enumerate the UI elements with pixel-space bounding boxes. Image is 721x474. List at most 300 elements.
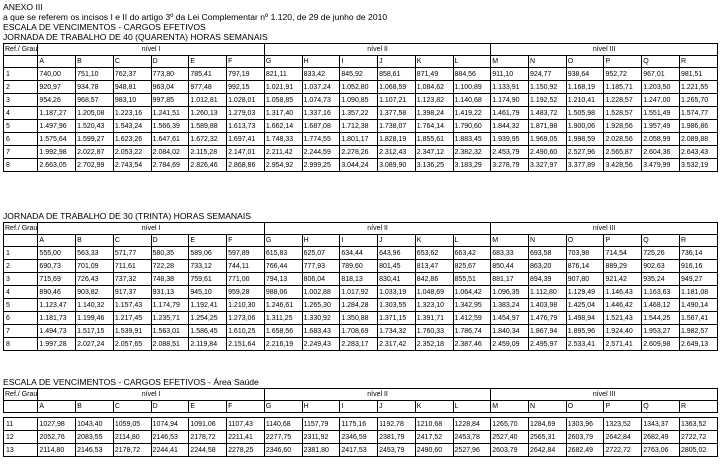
value-cell: 1.205,08 bbox=[76, 107, 114, 120]
value-cell: 1.107,21 bbox=[378, 94, 416, 107]
value-cell: 1074,94 bbox=[151, 418, 189, 431]
value-cell: 2.347,12 bbox=[415, 146, 453, 159]
value-cell: 2.533,41 bbox=[566, 338, 604, 351]
value-cell: 1.764,14 bbox=[415, 120, 453, 133]
value-cell: 1.520,43 bbox=[76, 120, 114, 133]
grade-header: D bbox=[151, 401, 189, 413]
value-cell: 1.185,71 bbox=[604, 81, 642, 94]
value-cell: 902,63 bbox=[642, 260, 680, 273]
value-cell: 881,17 bbox=[491, 273, 529, 286]
value-cell: 1.221,55 bbox=[679, 81, 717, 94]
value-cell: 1140,68 bbox=[264, 418, 302, 431]
value-cell: 1.100,89 bbox=[453, 81, 491, 94]
value-cell: 2244,58 bbox=[189, 444, 227, 457]
value-cell: 1157,79 bbox=[302, 418, 340, 431]
value-cell: 1.074,73 bbox=[302, 94, 340, 107]
value-cell: 890,46 bbox=[38, 286, 76, 299]
value-cell: 1.461,79 bbox=[491, 107, 529, 120]
ref-cell: 8 bbox=[4, 159, 38, 172]
value-cell: 683,33 bbox=[491, 247, 529, 260]
value-cell: 988,06 bbox=[264, 286, 302, 299]
value-cell: 916,16 bbox=[679, 260, 717, 273]
value-cell: 703,98 bbox=[566, 247, 604, 260]
value-cell: 2.643,43 bbox=[679, 146, 717, 159]
value-cell: 1.662,14 bbox=[264, 120, 302, 133]
value-cell: 759,61 bbox=[189, 273, 227, 286]
value-cell: 1.883,45 bbox=[453, 133, 491, 146]
grade-header: A bbox=[38, 56, 76, 68]
value-cell: 1175,16 bbox=[340, 418, 378, 431]
value-cell: 2642,84 bbox=[529, 444, 567, 457]
value-cell: 2.784,69 bbox=[151, 159, 189, 172]
grade-header: G bbox=[264, 401, 302, 413]
value-cell: 1.623,26 bbox=[113, 133, 151, 146]
value-cell: 751,10 bbox=[76, 68, 114, 81]
value-cell: 2.278,26 bbox=[340, 146, 378, 159]
value-cell: 1.403,98 bbox=[529, 299, 567, 312]
value-cell: 858,61 bbox=[378, 68, 416, 81]
value-cell: 1323,52 bbox=[604, 418, 642, 431]
value-cell: 2603,79 bbox=[491, 444, 529, 457]
grade-header: G bbox=[264, 235, 302, 247]
value-cell: 663,42 bbox=[453, 247, 491, 260]
value-cell: 3.183,29 bbox=[453, 159, 491, 172]
value-cell: 1.140,68 bbox=[453, 94, 491, 107]
section-30h-title: JORNADA DE TRABALHO DE 30 (TRINTA) HORAS SEMANAIS bbox=[3, 211, 251, 221]
value-cell: 1303,96 bbox=[566, 418, 604, 431]
value-cell: 1.939,95 bbox=[491, 133, 529, 146]
value-cell: 2.312,43 bbox=[378, 146, 416, 159]
value-cell: 1284,69 bbox=[529, 418, 567, 431]
value-cell: 1.412,59 bbox=[453, 312, 491, 325]
value-cell: 1.398,24 bbox=[415, 107, 453, 120]
value-cell: 821,11 bbox=[264, 68, 302, 81]
value-cell: 1.192,41 bbox=[189, 299, 227, 312]
ref-cell: 5 bbox=[4, 120, 38, 133]
grade-header: C bbox=[113, 235, 151, 247]
grade-header: E bbox=[189, 56, 227, 68]
value-cell: 1.953,27 bbox=[642, 325, 680, 338]
grade-header: I bbox=[340, 235, 378, 247]
value-cell: 1.391,71 bbox=[415, 312, 453, 325]
value-cell: 748,38 bbox=[151, 273, 189, 286]
value-cell: 771,00 bbox=[227, 273, 265, 286]
value-cell: 3.278,79 bbox=[491, 159, 529, 172]
table-row bbox=[4, 159, 718, 172]
value-cell: 1.033,19 bbox=[378, 286, 416, 299]
value-cell: 1.048,69 bbox=[415, 286, 453, 299]
value-cell: 977,48 bbox=[189, 81, 227, 94]
value-cell: 1363,52 bbox=[679, 418, 717, 431]
grade-header: R bbox=[679, 235, 717, 247]
ref-cell: 12 bbox=[4, 431, 38, 444]
nivel-1-header: nível I bbox=[38, 44, 264, 56]
value-cell: 634,44 bbox=[340, 247, 378, 260]
value-cell: 711,61 bbox=[113, 260, 151, 273]
value-cell: 1091,06 bbox=[189, 418, 227, 431]
ref-cell: 1 bbox=[4, 247, 38, 260]
value-cell: 580,35 bbox=[151, 247, 189, 260]
value-cell: 2.022,87 bbox=[76, 146, 114, 159]
value-cell: 1.969,05 bbox=[529, 133, 567, 146]
table-row bbox=[4, 418, 718, 431]
ref-cell: 6 bbox=[4, 312, 38, 325]
grade-header: L bbox=[453, 56, 491, 68]
value-cell: 1.330,92 bbox=[302, 312, 340, 325]
value-cell: 924,77 bbox=[529, 68, 567, 81]
value-cell: 1.317,40 bbox=[264, 107, 302, 120]
value-cell: 2.702,99 bbox=[76, 159, 114, 172]
value-cell: 1.223,16 bbox=[113, 107, 151, 120]
value-cell: 733,12 bbox=[189, 260, 227, 273]
value-cell: 1.844,32 bbox=[491, 120, 529, 133]
value-cell: 1.210,41 bbox=[566, 94, 604, 107]
value-cell: 2114,80 bbox=[38, 444, 76, 457]
value-cell: 1.786,74 bbox=[453, 325, 491, 338]
value-cell: 1.064,42 bbox=[453, 286, 491, 299]
value-cell: 1.551,49 bbox=[642, 107, 680, 120]
table-row bbox=[4, 68, 718, 81]
grade-header: M bbox=[491, 56, 529, 68]
grade-header: K bbox=[415, 401, 453, 413]
value-cell: 1.157,43 bbox=[113, 299, 151, 312]
value-cell: 1.563,01 bbox=[151, 325, 189, 338]
value-cell: 1.760,33 bbox=[415, 325, 453, 338]
value-cell: 2346,59 bbox=[340, 431, 378, 444]
value-cell: 1.377,58 bbox=[378, 107, 416, 120]
value-cell: 1.539,91 bbox=[113, 325, 151, 338]
value-cell: 2527,40 bbox=[491, 431, 529, 444]
value-cell: 917,37 bbox=[113, 286, 151, 299]
value-cell: 1.997,28 bbox=[38, 338, 76, 351]
value-cell: 1043,40 bbox=[76, 418, 114, 431]
value-cell: 2.649,13 bbox=[679, 338, 717, 351]
value-cell: 981,51 bbox=[679, 68, 717, 81]
value-cell: 907,80 bbox=[566, 273, 604, 286]
grade-header: A bbox=[38, 401, 76, 413]
value-cell: 3.089,90 bbox=[378, 159, 416, 172]
grade-header: K bbox=[415, 56, 453, 68]
value-cell: 2.609,98 bbox=[642, 338, 680, 351]
value-cell: 597,89 bbox=[227, 247, 265, 260]
value-cell: 615,83 bbox=[264, 247, 302, 260]
value-cell: 954,26 bbox=[38, 94, 76, 107]
value-cell: 894,39 bbox=[529, 273, 567, 286]
value-cell: 1.544,25 bbox=[642, 312, 680, 325]
value-cell: 931,13 bbox=[151, 286, 189, 299]
table-row bbox=[4, 273, 718, 286]
value-cell: 722,28 bbox=[151, 260, 189, 273]
grade-header: M bbox=[491, 235, 529, 247]
value-cell: 1.260,13 bbox=[189, 107, 227, 120]
value-cell: 948,81 bbox=[113, 81, 151, 94]
table-row bbox=[4, 146, 718, 159]
ref-grau-empty bbox=[4, 235, 38, 247]
value-cell: 1.247,00 bbox=[642, 94, 680, 107]
value-cell: 1.254,25 bbox=[189, 312, 227, 325]
table-30-hours bbox=[3, 222, 718, 351]
ref-grau-empty bbox=[4, 56, 38, 68]
annex-title: ANEXO III bbox=[3, 2, 43, 12]
ref-cell: 3 bbox=[4, 94, 38, 107]
value-cell: 833,42 bbox=[302, 68, 340, 81]
value-cell: 1265,70 bbox=[491, 418, 529, 431]
value-cell: 2178,72 bbox=[113, 444, 151, 457]
value-cell: 1.090,85 bbox=[340, 94, 378, 107]
grade-header: H bbox=[302, 56, 340, 68]
value-cell: 2083,55 bbox=[76, 431, 114, 444]
value-cell: 855,51 bbox=[453, 273, 491, 286]
table-row bbox=[4, 444, 718, 457]
value-cell: 2146,53 bbox=[76, 444, 114, 457]
value-cell: 1.279,03 bbox=[227, 107, 265, 120]
nivel-2-header: nível II bbox=[264, 44, 490, 56]
grade-header: Q bbox=[642, 235, 680, 247]
grade-header: R bbox=[679, 56, 717, 68]
value-cell: 1.168,19 bbox=[566, 81, 604, 94]
value-cell: 1.350,88 bbox=[340, 312, 378, 325]
value-cell: 2.211,42 bbox=[264, 146, 302, 159]
grade-header: J bbox=[378, 235, 416, 247]
table-row bbox=[4, 299, 718, 312]
value-cell: 1.311,25 bbox=[264, 312, 302, 325]
value-cell: 830,41 bbox=[378, 273, 416, 286]
value-cell: 2.663,05 bbox=[38, 159, 76, 172]
value-cell: 889,29 bbox=[604, 260, 642, 273]
value-cell: 1.566,39 bbox=[151, 120, 189, 133]
value-cell: 1.037,24 bbox=[302, 81, 340, 94]
value-cell: 2.089,88 bbox=[679, 133, 717, 146]
value-cell: 1.199,46 bbox=[76, 312, 114, 325]
value-cell: 1.017,92 bbox=[340, 286, 378, 299]
value-cell: 1.697,41 bbox=[227, 133, 265, 146]
value-cell: 813,47 bbox=[415, 260, 453, 273]
value-cell: 2763,06 bbox=[642, 444, 680, 457]
value-cell: 2453,78 bbox=[453, 431, 491, 444]
value-cell: 2.490,60 bbox=[529, 146, 567, 159]
value-cell: 1.265,70 bbox=[679, 94, 717, 107]
value-cell: 1.129,49 bbox=[566, 286, 604, 299]
value-cell: 3.136,25 bbox=[415, 159, 453, 172]
value-cell: 773,80 bbox=[151, 68, 189, 81]
scale-title: ESCALA DE VENCIMENTOS - CARGOS EFETIVOS bbox=[3, 22, 206, 32]
value-cell: 2453,79 bbox=[378, 444, 416, 457]
value-cell: 1.476,79 bbox=[529, 312, 567, 325]
value-cell: 3.479,99 bbox=[642, 159, 680, 172]
value-cell: 1.342,95 bbox=[453, 299, 491, 312]
value-cell: 2527,96 bbox=[453, 444, 491, 457]
value-cell: 2682,49 bbox=[566, 444, 604, 457]
value-cell: 1.228,57 bbox=[604, 94, 642, 107]
value-cell: 1107,43 bbox=[227, 418, 265, 431]
grade-header: B bbox=[76, 235, 114, 247]
value-cell: 2.387,46 bbox=[453, 338, 491, 351]
value-cell: 1.002,88 bbox=[302, 286, 340, 299]
value-cell: 1.586,45 bbox=[189, 325, 227, 338]
grade-header: Q bbox=[642, 401, 680, 413]
grade-header: B bbox=[76, 401, 114, 413]
value-cell: 825,67 bbox=[453, 260, 491, 273]
value-cell: 2.571,41 bbox=[604, 338, 642, 351]
value-cell: 2682,49 bbox=[642, 431, 680, 444]
value-cell: 1.140,32 bbox=[76, 299, 114, 312]
value-cell: 1.273,06 bbox=[227, 312, 265, 325]
value-cell: 1.490,14 bbox=[679, 299, 717, 312]
value-cell: 1.998,59 bbox=[566, 133, 604, 146]
value-cell: 2.027,24 bbox=[76, 338, 114, 351]
value-cell: 736,14 bbox=[679, 247, 717, 260]
value-cell: 1.738,07 bbox=[378, 120, 416, 133]
value-cell: 2.216,19 bbox=[264, 338, 302, 351]
value-cell: 2211,41 bbox=[227, 431, 265, 444]
value-cell: 1.217,45 bbox=[113, 312, 151, 325]
value-cell: 2.453,79 bbox=[491, 146, 529, 159]
value-cell: 1.146,43 bbox=[604, 286, 642, 299]
value-cell: 1.483,72 bbox=[529, 107, 567, 120]
grade-header: C bbox=[113, 56, 151, 68]
value-cell: 967,01 bbox=[642, 68, 680, 81]
grade-header: O bbox=[566, 235, 604, 247]
value-cell: 2417,52 bbox=[415, 431, 453, 444]
value-cell: 1.174,79 bbox=[151, 299, 189, 312]
grade-header: D bbox=[151, 235, 189, 247]
value-cell: 911,10 bbox=[491, 68, 529, 81]
grade-header: G bbox=[264, 56, 302, 68]
value-cell: 2.151,64 bbox=[227, 338, 265, 351]
grade-header: N bbox=[529, 401, 567, 413]
value-cell: 2.028,56 bbox=[604, 133, 642, 146]
value-cell: 1.498,94 bbox=[566, 312, 604, 325]
value-cell: 2.084,02 bbox=[151, 146, 189, 159]
value-cell: 762,37 bbox=[113, 68, 151, 81]
section-saude-title: ESCALA DE VENCIMENTOS - CARGOS EFETIVOS - Área Saúde bbox=[3, 377, 259, 387]
value-cell: 1.613,73 bbox=[227, 120, 265, 133]
value-cell: 1.517,15 bbox=[76, 325, 114, 338]
value-cell: 1.012,81 bbox=[189, 94, 227, 107]
value-cell: 1.924,40 bbox=[604, 325, 642, 338]
value-cell: 1.284,28 bbox=[340, 299, 378, 312]
value-cell: 1.687,08 bbox=[302, 120, 340, 133]
value-cell: 1.068,59 bbox=[378, 81, 416, 94]
value-cell: 1.123,82 bbox=[415, 94, 453, 107]
nivel-1-header: nível I bbox=[38, 223, 264, 235]
value-cell: 1.658,56 bbox=[264, 325, 302, 338]
value-cell: 1.712,38 bbox=[340, 120, 378, 133]
table-40-hours bbox=[3, 43, 718, 172]
value-cell: 934,78 bbox=[76, 81, 114, 94]
value-cell: 968,57 bbox=[76, 94, 114, 107]
value-cell: 2.352,18 bbox=[415, 338, 453, 351]
grade-header: F bbox=[227, 401, 265, 413]
table-row bbox=[4, 94, 718, 107]
value-cell: 2244,41 bbox=[151, 444, 189, 457]
nivel-3-header: nível III bbox=[491, 389, 718, 401]
value-cell: 1.521,43 bbox=[604, 312, 642, 325]
value-cell: 3.044,24 bbox=[340, 159, 378, 172]
grade-header: F bbox=[227, 56, 265, 68]
value-cell: 2.999,25 bbox=[302, 159, 340, 172]
value-cell: 1.246,61 bbox=[264, 299, 302, 312]
value-cell: 1.708,69 bbox=[340, 325, 378, 338]
value-cell: 1.774,55 bbox=[302, 133, 340, 146]
value-cell: 1.871,98 bbox=[529, 120, 567, 133]
value-cell: 789,60 bbox=[340, 260, 378, 273]
value-cell: 1.683,43 bbox=[302, 325, 340, 338]
value-cell: 2.249,43 bbox=[302, 338, 340, 351]
value-cell: 1.790,60 bbox=[453, 120, 491, 133]
section-40h-title: JORNADA DE TRABALHO DE 40 (QUARENTA) HORAS SEMANAIS bbox=[3, 32, 268, 42]
value-cell: 1.187,27 bbox=[38, 107, 76, 120]
value-cell: 1.454,97 bbox=[491, 312, 529, 325]
value-cell: 1.419,22 bbox=[453, 107, 491, 120]
value-cell: 1.855,61 bbox=[415, 133, 453, 146]
value-cell: 794,13 bbox=[264, 273, 302, 286]
ref-cell: 4 bbox=[4, 107, 38, 120]
ref-cell: 6 bbox=[4, 133, 38, 146]
value-cell: 884,56 bbox=[453, 68, 491, 81]
value-cell: 1.058,85 bbox=[264, 94, 302, 107]
value-cell: 1.505,98 bbox=[566, 107, 604, 120]
value-cell: 1.021,91 bbox=[264, 81, 302, 94]
value-cell: 1.323,10 bbox=[415, 299, 453, 312]
table-row bbox=[4, 247, 718, 260]
ref-grau-header: Ref./ Grau bbox=[4, 44, 38, 56]
table-row bbox=[4, 338, 718, 351]
value-cell: 1.123,47 bbox=[38, 299, 76, 312]
value-cell: 1.383,24 bbox=[491, 299, 529, 312]
value-cell: 693,58 bbox=[529, 247, 567, 260]
value-cell: 952,72 bbox=[604, 68, 642, 81]
value-cell: 2.053,22 bbox=[113, 146, 151, 159]
value-cell: 2.058,99 bbox=[642, 133, 680, 146]
value-cell: 2.088,51 bbox=[151, 338, 189, 351]
ref-cell: 7 bbox=[4, 146, 38, 159]
value-cell: 845,92 bbox=[340, 68, 378, 81]
value-cell: 2.244,59 bbox=[302, 146, 340, 159]
grade-header: C bbox=[113, 401, 151, 413]
table-row bbox=[4, 431, 718, 444]
value-cell: 1.112,80 bbox=[529, 286, 567, 299]
grade-header: R bbox=[679, 401, 717, 413]
value-cell: 1.192,52 bbox=[529, 94, 567, 107]
ref-cell: 4 bbox=[4, 286, 38, 299]
value-cell: 842,86 bbox=[415, 273, 453, 286]
value-cell: 1.497,96 bbox=[38, 120, 76, 133]
value-cell: 563,33 bbox=[76, 247, 114, 260]
value-cell: 625,07 bbox=[302, 247, 340, 260]
value-cell: 777,93 bbox=[302, 260, 340, 273]
value-cell: 963,04 bbox=[151, 81, 189, 94]
grade-header: N bbox=[529, 56, 567, 68]
grade-header: N bbox=[529, 235, 567, 247]
value-cell: 1.957,49 bbox=[642, 120, 680, 133]
value-cell: 1.052,80 bbox=[340, 81, 378, 94]
nivel-1-header: nível I bbox=[38, 389, 264, 401]
value-cell: 2052,76 bbox=[38, 431, 76, 444]
value-cell: 1.096,35 bbox=[491, 286, 529, 299]
value-cell: 2.115,28 bbox=[189, 146, 227, 159]
value-cell: 2.868,86 bbox=[227, 159, 265, 172]
grade-header: I bbox=[340, 56, 378, 68]
value-cell: 2.119,84 bbox=[189, 338, 227, 351]
value-cell: 2.459,09 bbox=[491, 338, 529, 351]
grade-header: L bbox=[453, 401, 491, 413]
grade-header: Q bbox=[642, 56, 680, 68]
value-cell: 725,26 bbox=[642, 247, 680, 260]
value-cell: 935,24 bbox=[642, 273, 680, 286]
value-cell: 949,27 bbox=[679, 273, 717, 286]
value-cell: 876,14 bbox=[566, 260, 604, 273]
